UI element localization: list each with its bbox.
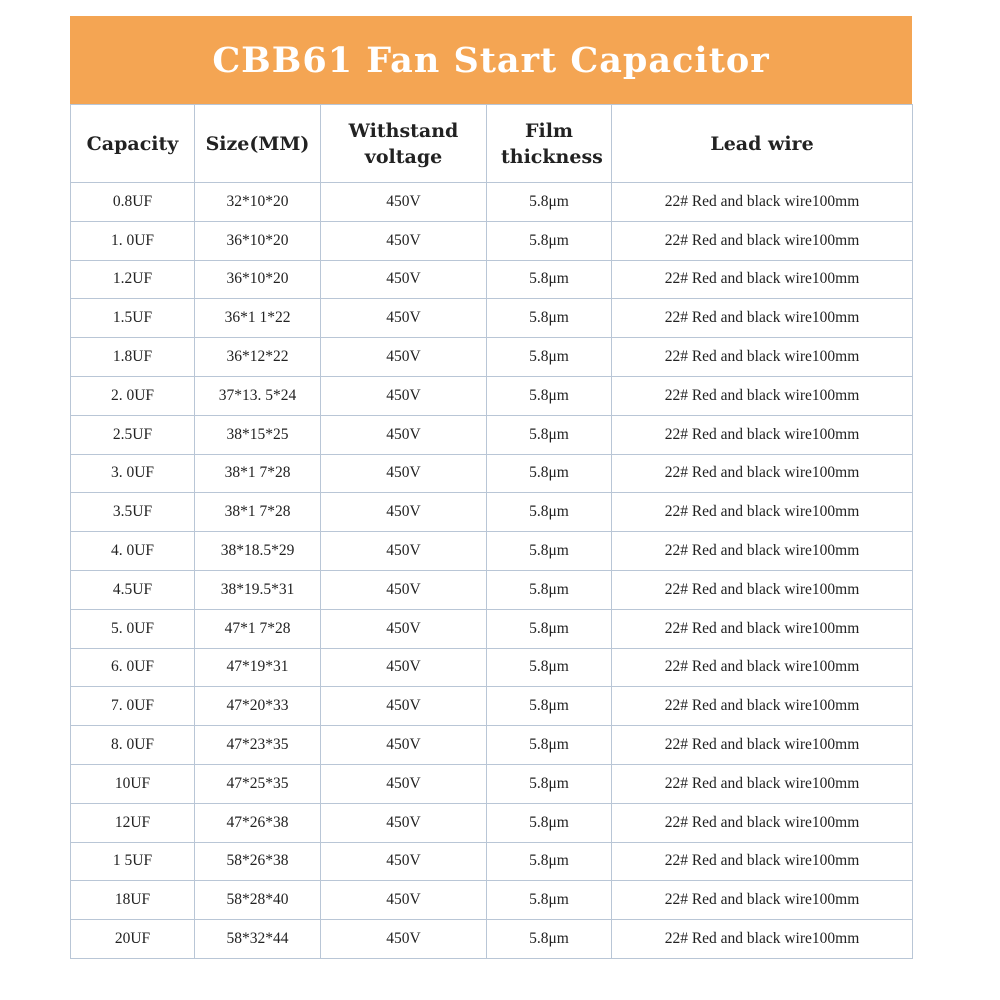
cell-size: 58*28*40 bbox=[195, 881, 321, 920]
table-row bbox=[71, 920, 913, 959]
cell-size: 36*12*22 bbox=[195, 338, 321, 377]
cell-lead-wire: 22# Red and black wire100mm bbox=[612, 881, 913, 920]
table-row bbox=[71, 415, 913, 454]
header-film-thickness-label: Film thickness bbox=[501, 119, 603, 168]
cell-capacity: 3. 0UF bbox=[71, 454, 195, 493]
cell-lead-wire: 22# Red and black wire100mm bbox=[612, 221, 913, 260]
cell-size: 36*10*20 bbox=[195, 221, 321, 260]
cell-voltage: 450V bbox=[321, 764, 487, 803]
header-lead-wire: Lead wire bbox=[612, 105, 913, 183]
cell-film-thickness: 5.8μm bbox=[487, 183, 612, 222]
cell-lead-wire: 22# Red and black wire100mm bbox=[612, 687, 913, 726]
cell-lead-wire: 22# Red and black wire100mm bbox=[612, 803, 913, 842]
cell-voltage: 450V bbox=[321, 609, 487, 648]
cell-voltage: 450V bbox=[321, 648, 487, 687]
table-row bbox=[71, 803, 913, 842]
cell-lead-wire: 22# Red and black wire100mm bbox=[612, 376, 913, 415]
cell-capacity: 1.8UF bbox=[71, 338, 195, 377]
cell-film-thickness: 5.8μm bbox=[487, 532, 612, 571]
title-banner bbox=[70, 16, 912, 104]
cell-voltage: 450V bbox=[321, 183, 487, 222]
table-row bbox=[71, 493, 913, 532]
cell-size: 38*1 7*28 bbox=[195, 493, 321, 532]
cell-capacity: 1.2UF bbox=[71, 260, 195, 299]
cell-capacity: 3.5UF bbox=[71, 493, 195, 532]
cell-film-thickness: 5.8μm bbox=[487, 415, 612, 454]
cell-capacity: 6. 0UF bbox=[71, 648, 195, 687]
header-withstand-voltage bbox=[321, 105, 487, 183]
cell-capacity: 8. 0UF bbox=[71, 726, 195, 765]
table-row bbox=[71, 532, 913, 571]
cell-lead-wire: 22# Red and black wire100mm bbox=[612, 764, 913, 803]
cell-voltage: 450V bbox=[321, 920, 487, 959]
cell-size: 38*18.5*29 bbox=[195, 532, 321, 571]
cell-film-thickness: 5.8μm bbox=[487, 687, 612, 726]
cell-film-thickness: 5.8μm bbox=[487, 338, 612, 377]
cell-size: 36*1 1*22 bbox=[195, 299, 321, 338]
cell-capacity: 1.5UF bbox=[71, 299, 195, 338]
cell-film-thickness: 5.8μm bbox=[487, 221, 612, 260]
cell-capacity: 12UF bbox=[71, 803, 195, 842]
cell-size: 38*15*25 bbox=[195, 415, 321, 454]
cell-film-thickness: 5.8μm bbox=[487, 493, 612, 532]
table-row bbox=[71, 183, 913, 222]
cell-lead-wire: 22# Red and black wire100mm bbox=[612, 920, 913, 959]
cell-voltage: 450V bbox=[321, 803, 487, 842]
cell-lead-wire: 22# Red and black wire100mm bbox=[612, 648, 913, 687]
header-withstand-voltage-label: Withstand voltage bbox=[348, 119, 459, 168]
cell-lead-wire: 22# Red and black wire100mm bbox=[612, 183, 913, 222]
table-row bbox=[71, 881, 913, 920]
cell-lead-wire: 22# Red and black wire100mm bbox=[612, 570, 913, 609]
cell-lead-wire: 22# Red and black wire100mm bbox=[612, 726, 913, 765]
cell-capacity: 10UF bbox=[71, 764, 195, 803]
cell-size: 47*23*35 bbox=[195, 726, 321, 765]
cell-size: 58*26*38 bbox=[195, 842, 321, 881]
table-row bbox=[71, 454, 913, 493]
cell-capacity: 7. 0UF bbox=[71, 687, 195, 726]
cell-capacity: 0.8UF bbox=[71, 183, 195, 222]
spec-sheet bbox=[70, 16, 912, 959]
cell-capacity: 4.5UF bbox=[71, 570, 195, 609]
spec-table bbox=[70, 104, 913, 959]
cell-capacity: 1 5UF bbox=[71, 842, 195, 881]
cell-lead-wire: 22# Red and black wire100mm bbox=[612, 415, 913, 454]
cell-capacity: 2.5UF bbox=[71, 415, 195, 454]
cell-voltage: 450V bbox=[321, 376, 487, 415]
cell-capacity: 2. 0UF bbox=[71, 376, 195, 415]
cell-film-thickness: 5.8μm bbox=[487, 726, 612, 765]
cell-capacity: 4. 0UF bbox=[71, 532, 195, 571]
cell-voltage: 450V bbox=[321, 532, 487, 571]
cell-voltage: 450V bbox=[321, 415, 487, 454]
cell-size: 47*25*35 bbox=[195, 764, 321, 803]
cell-voltage: 450V bbox=[321, 338, 487, 377]
cell-size: 58*32*44 bbox=[195, 920, 321, 959]
cell-voltage: 450V bbox=[321, 881, 487, 920]
cell-voltage: 450V bbox=[321, 260, 487, 299]
table-row bbox=[71, 299, 913, 338]
cell-voltage: 450V bbox=[321, 570, 487, 609]
header-capacity: Capacity bbox=[71, 105, 195, 183]
header-film-thickness bbox=[487, 105, 612, 183]
cell-film-thickness: 5.8μm bbox=[487, 299, 612, 338]
cell-voltage: 450V bbox=[321, 842, 487, 881]
table-row bbox=[71, 687, 913, 726]
cell-film-thickness: 5.8μm bbox=[487, 260, 612, 299]
cell-voltage: 450V bbox=[321, 454, 487, 493]
table-row bbox=[71, 260, 913, 299]
cell-lead-wire: 22# Red and black wire100mm bbox=[612, 260, 913, 299]
cell-film-thickness: 5.8μm bbox=[487, 609, 612, 648]
cell-film-thickness: 5.8μm bbox=[487, 842, 612, 881]
cell-size: 47*1 7*28 bbox=[195, 609, 321, 648]
cell-lead-wire: 22# Red and black wire100mm bbox=[612, 454, 913, 493]
cell-voltage: 450V bbox=[321, 726, 487, 765]
cell-lead-wire: 22# Red and black wire100mm bbox=[612, 532, 913, 571]
table-row bbox=[71, 376, 913, 415]
cell-capacity: 20UF bbox=[71, 920, 195, 959]
cell-size: 36*10*20 bbox=[195, 260, 321, 299]
table-row bbox=[71, 842, 913, 881]
cell-size: 32*10*20 bbox=[195, 183, 321, 222]
page-title: CBB61 Fan Start Capacitor bbox=[212, 39, 770, 81]
cell-film-thickness: 5.8μm bbox=[487, 803, 612, 842]
cell-size: 38*19.5*31 bbox=[195, 570, 321, 609]
cell-voltage: 450V bbox=[321, 493, 487, 532]
table-row bbox=[71, 609, 913, 648]
cell-lead-wire: 22# Red and black wire100mm bbox=[612, 493, 913, 532]
cell-lead-wire: 22# Red and black wire100mm bbox=[612, 609, 913, 648]
cell-film-thickness: 5.8μm bbox=[487, 454, 612, 493]
cell-voltage: 450V bbox=[321, 299, 487, 338]
cell-film-thickness: 5.8μm bbox=[487, 764, 612, 803]
table-row bbox=[71, 338, 913, 377]
cell-size: 47*19*31 bbox=[195, 648, 321, 687]
table-row bbox=[71, 221, 913, 260]
cell-film-thickness: 5.8μm bbox=[487, 920, 612, 959]
cell-capacity: 18UF bbox=[71, 881, 195, 920]
cell-size: 37*13. 5*24 bbox=[195, 376, 321, 415]
cell-lead-wire: 22# Red and black wire100mm bbox=[612, 338, 913, 377]
table-body bbox=[71, 183, 913, 959]
table-row bbox=[71, 726, 913, 765]
cell-film-thickness: 5.8μm bbox=[487, 881, 612, 920]
cell-capacity: 1. 0UF bbox=[71, 221, 195, 260]
table-row bbox=[71, 570, 913, 609]
cell-film-thickness: 5.8μm bbox=[487, 648, 612, 687]
table-row bbox=[71, 648, 913, 687]
cell-film-thickness: 5.8μm bbox=[487, 570, 612, 609]
cell-lead-wire: 22# Red and black wire100mm bbox=[612, 842, 913, 881]
cell-voltage: 450V bbox=[321, 221, 487, 260]
cell-size: 47*26*38 bbox=[195, 803, 321, 842]
table-row bbox=[71, 764, 913, 803]
cell-size: 47*20*33 bbox=[195, 687, 321, 726]
cell-film-thickness: 5.8μm bbox=[487, 376, 612, 415]
cell-voltage: 450V bbox=[321, 687, 487, 726]
cell-lead-wire: 22# Red and black wire100mm bbox=[612, 299, 913, 338]
header-row bbox=[71, 105, 913, 183]
cell-size: 38*1 7*28 bbox=[195, 454, 321, 493]
header-size: Size(MM) bbox=[195, 105, 321, 183]
cell-capacity: 5. 0UF bbox=[71, 609, 195, 648]
